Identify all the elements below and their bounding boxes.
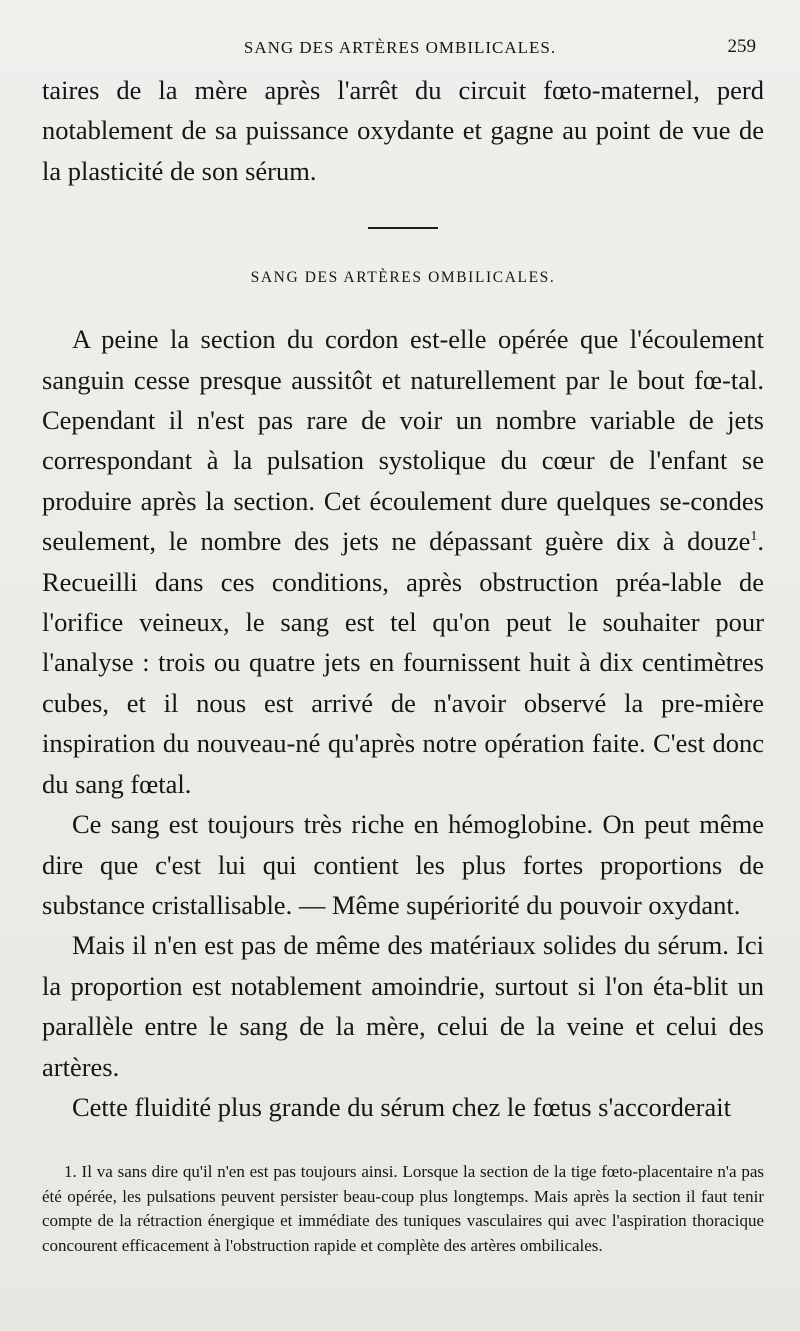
section-title: SANG DES ARTÈRES OMBILICALES. <box>250 269 556 287</box>
paragraph-3: Mais il n'en est pas de même des matériaux solides du sérum. Ici la proportion est notablement amoindrie, surtout si l'on éta-blit un parallèle entre le sang de la mère, celui de la veine et celui des artères. <box>42 930 764 1082</box>
continued-paragraph: taires de la mère après l'arrêt du circuit fœto-maternel, perd notablement de sa puissance oxydante et gagne au point de vue de la plasticité de son sérum. <box>42 75 764 186</box>
section-divider <box>368 227 438 229</box>
paragraph-2: Ce sang est toujours très riche en hémoglobine. On peut même dire que c'est lui qui contient les plus fortes proportions de substance cristallisable. — Même supériorité du pouvoir oxydant. <box>42 809 764 920</box>
page-number: 259 <box>727 36 756 57</box>
footnote-1: 1. Il va sans dire qu'il n'en est pas toujours ainsi. Lorsque la section de la tige fœto-placentaire n'a pas été opérée, les pulsations peuvent persister beau-coup plus longtemps. Mais après la section il faut tenir compte de la rétraction énergique et immédiate des tuniques vasculaires qui avec l'aspiration thoracique concourent efficacement à l'obstruction rapide et complète des artères ombilicales. <box>42 1162 764 1255</box>
paragraph-1-continuation: . Recueilli dans ces conditions, après obstruction préa-lable de l'orifice veineux, le sang est tel qu'on peut le souhaiter pour l'analyse : trois ou quatre jets en fournissent huit à dix centimètres cubes, et il nous est arrivé de n'avoir observé la pre-mière inspiration du nouveau-né qu'après notre opération faite. C'est donc du sang fœtal. <box>42 526 764 799</box>
paragraph-4: Cette fluidité plus grande du sérum chez le fœtus s'accorderait <box>72 1091 731 1122</box>
running-head: SANG DES ARTÈRES OMBILICALES. <box>243 38 557 57</box>
footnotes <box>42 1160 764 1258</box>
page-body <box>42 70 764 1127</box>
paragraph-1 <box>42 319 764 804</box>
page-header <box>0 36 800 66</box>
paragraph-1-text: A peine la section du cordon est-elle opérée que l'écoulement sanguin cesse presque aussitôt et naturellement par le bout fœ-tal. Cependant il n'est pas rare de voir un nombre variable de jets correspondant à la pulsation systolique du cœur de l'enfant se produire après la section. Cet écoulement dure quelques se-condes seulement, le nombre des jets ne dépassant guère dix à douze <box>42 324 764 557</box>
footnote-reference: 1 <box>750 529 758 545</box>
